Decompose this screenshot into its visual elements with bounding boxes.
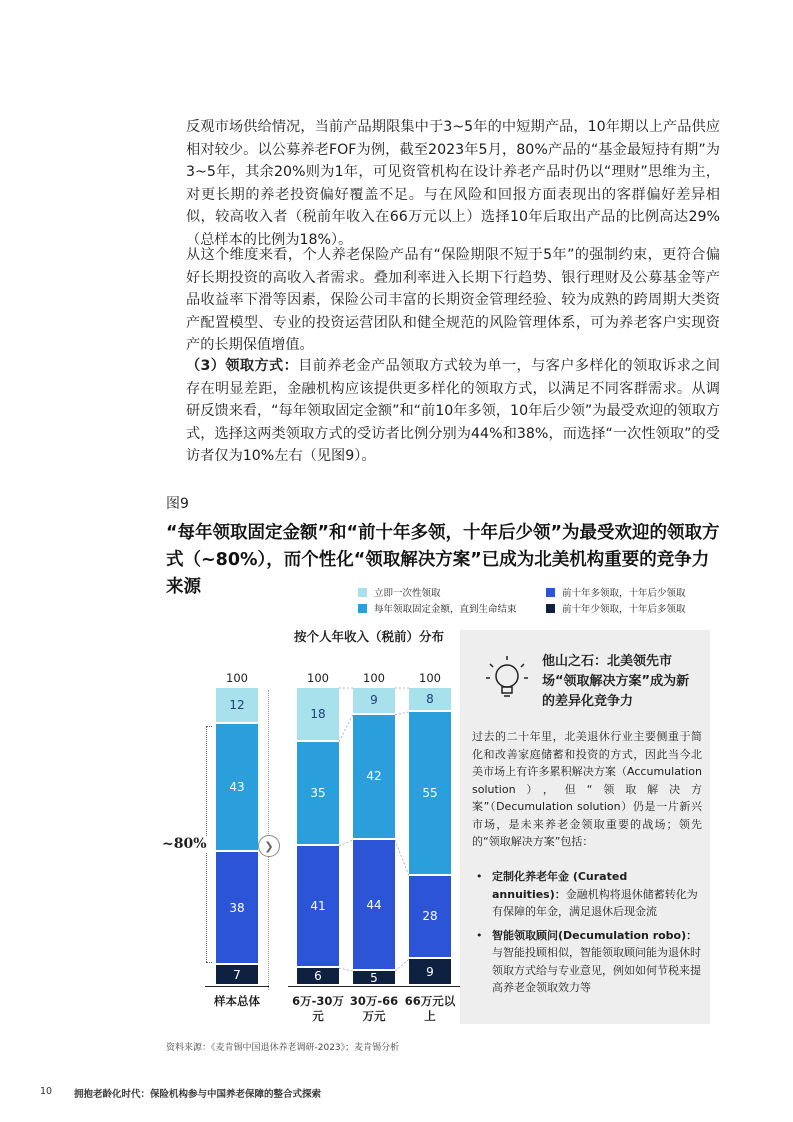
list-item-heading: 定制化养老年金 (Curated annuities)： bbox=[492, 870, 628, 901]
bar-total-label: 100 bbox=[419, 671, 441, 685]
legend-item-lump-sum bbox=[358, 588, 441, 600]
legend-swatch bbox=[358, 588, 367, 597]
panel-body: 过去的二十年里，北美退休行业主要侧重于简化和改善家庭储蓄和投资的方式，因此当今北美市场上有许多累积解决方案（Accumulation solution），但“领取解决方案”（Decumulation solution）仍是一片新兴市场，是未来养老金领取重要的战场；领先的“领取解决方案”包括： bbox=[472, 730, 702, 848]
bar-value-label: 5 bbox=[370, 970, 378, 985]
bar-segment bbox=[216, 724, 258, 850]
paragraph-withdrawal bbox=[186, 355, 720, 468]
list-item bbox=[472, 868, 704, 921]
bar-value-label: 9 bbox=[426, 964, 434, 979]
list-item bbox=[472, 927, 704, 997]
list-item-text: 金融机构将退休储蓄转化为有保障的年金，满足退休后现金流 bbox=[492, 887, 698, 918]
bar-value-label: 7 bbox=[233, 967, 241, 982]
connector-line bbox=[395, 959, 409, 971]
bar-value-label: 44 bbox=[366, 897, 382, 912]
bar-total-label: 100 bbox=[363, 671, 385, 685]
paragraph-supply: 反观市场供给情况，当前产品期限集中于3~5年的中短期产品，10年期以上产品供应相对较少。以公募养老FOF为例，截至2023年5月，80%产品的“基金最短持有期”为3~5年，其余20%则为1年，可见资管机构在设计养老产品时仍以“理财”思维为主，对更长期的养老投资偏好覆盖不足。与在风险和回报方面表现出的客群偏好差异相似，较高收入者（税前年收入在66万元以上）选择10年后取出产品的比例高达29%（总样本的比例为18%）。 bbox=[186, 119, 720, 248]
panel-list bbox=[472, 868, 704, 1003]
legend-label: 前十年多领取，十年后少领取 bbox=[562, 588, 686, 599]
legend-label: 立即一次性领取 bbox=[374, 588, 441, 599]
legend-label: 每年领取固定金额，直到生命结束 bbox=[374, 604, 517, 615]
bar-value-label: 6 bbox=[314, 969, 322, 984]
legend-label: 前十年少领取，十年后多领取 bbox=[562, 604, 686, 615]
connector-line bbox=[339, 840, 353, 846]
bar-segment bbox=[297, 742, 339, 844]
bar-value-label: 9 bbox=[370, 693, 378, 708]
footer-title: 拥抱老龄化时代：保险机构参与中国养老保障的整合式探索 bbox=[74, 1089, 322, 1100]
lightbulb-icon bbox=[482, 654, 532, 704]
bar-value-label: 35 bbox=[310, 785, 326, 800]
bar-segment bbox=[297, 846, 339, 966]
bar-value-label: 41 bbox=[310, 899, 326, 914]
source-note: 资料来源：《麦肯锡中国退休养老调研-2023》；麦肯锡分析 bbox=[166, 1043, 400, 1053]
bar-segment bbox=[216, 852, 258, 963]
bar-value-label: 42 bbox=[366, 769, 382, 784]
eighty-percent-label: ~80% bbox=[162, 836, 207, 852]
x-axis-label: 样本总体 bbox=[214, 994, 260, 1008]
panel-title: 他山之石：北美领先市场“领取解决方案”成为新的差异化竞争力 bbox=[542, 654, 690, 709]
bar-total-label: 100 bbox=[226, 671, 248, 685]
bar-value-label: 18 bbox=[310, 706, 326, 721]
connector-line bbox=[395, 712, 409, 715]
connector-line bbox=[395, 840, 409, 876]
x-axis-label: 66万元以上 bbox=[404, 994, 456, 1023]
paragraph-insurance: 从这个维度来看，个人养老保险产品有“保险期限不短于5年”的强制约束，更符合偏好长期投资的高收入者需求。叠加利率进入长期下行趋势、银行理财及公募基金等产品收益率下滑等因素，保险公司丰富的长期资金管理经验、较为成熟的跨周期大类资产配置模型、专业的投资运营团队和健全规范的风险管理体系，可为养老客户实现资产的长期保值增值。 bbox=[186, 247, 720, 354]
bar-value-label: 38 bbox=[229, 900, 245, 915]
chevron-right-icon: ❯ bbox=[258, 835, 280, 857]
bar-total-label: 100 bbox=[307, 671, 329, 685]
bar-segment bbox=[297, 968, 339, 984]
bracket-tick-bottom bbox=[206, 962, 212, 963]
figure-title: “每年领取固定金额”和“前十年多领，十年后少领”为最受欢迎的领取方式（~80%），而个性化“领取解决方案”已成为北美机构重要的竞争力来源 bbox=[166, 523, 720, 597]
income-group-header: 按个人年收入（税前）分布 bbox=[294, 629, 445, 644]
page-number: 10 bbox=[40, 1086, 53, 1097]
bar-value-label: 28 bbox=[422, 909, 438, 924]
bar-value-label: 8 bbox=[426, 691, 434, 706]
bar-segment bbox=[297, 688, 339, 740]
legend-swatch bbox=[358, 604, 367, 613]
list-item-heading: 智能领取顾问(Decumulation robo)： bbox=[492, 928, 698, 942]
bar-segment bbox=[353, 715, 395, 838]
legend-swatch bbox=[546, 604, 555, 613]
legend-item-fixed-annual bbox=[358, 604, 517, 616]
bar-segment bbox=[353, 971, 395, 984]
legend-item-front-loaded bbox=[546, 588, 686, 600]
bar-segment bbox=[409, 712, 451, 874]
bar-segment bbox=[353, 840, 395, 969]
bar-segment bbox=[216, 965, 258, 984]
legend-swatch bbox=[546, 588, 555, 597]
bar-segment bbox=[409, 876, 451, 957]
legend-item-back-loaded bbox=[546, 604, 686, 616]
connector-line bbox=[339, 715, 353, 742]
bar-value-label: 12 bbox=[229, 697, 245, 712]
section-heading: （3）领取方式： bbox=[186, 358, 299, 374]
bracket-tick-top bbox=[206, 726, 212, 727]
bar-value-label: 43 bbox=[229, 779, 245, 794]
bar-segment bbox=[409, 959, 451, 984]
chart-baseline bbox=[288, 986, 462, 987]
connector-line bbox=[339, 968, 353, 971]
case-study-panel bbox=[460, 630, 710, 1024]
paragraph-withdrawal-body: 目前养老金产品领取方式较为单一，与客户多样化的领取诉求之间存在明显差距，金融机构应该提供更多样化的领取方式，以满足不同客群需求。从调研反馈来看，“每年领取固定金额”和“前10年多领，10年后少领”为最受欢迎的领取方式，选择这两类领取方式的受访者比例分别为44%和38%，而选择“一次性领取”的受访者仅为10%左右（见图9）。 bbox=[186, 358, 720, 465]
bar-value-label: 55 bbox=[422, 785, 438, 800]
bar-segment bbox=[216, 688, 258, 722]
chart-baseline bbox=[205, 986, 269, 987]
list-item-text: 与智能投顾相似，智能领取顾问能为退休时领取方式给与专业意见，例如如何节税来提高养老金领取效力等 bbox=[492, 946, 701, 994]
figure-label: 图9 bbox=[166, 496, 189, 512]
x-axis-label: 6万-30万元 bbox=[292, 994, 344, 1023]
bar-segment bbox=[353, 688, 395, 713]
bar-segment bbox=[409, 688, 451, 710]
x-axis-label: 30万-66万元 bbox=[349, 994, 399, 1023]
